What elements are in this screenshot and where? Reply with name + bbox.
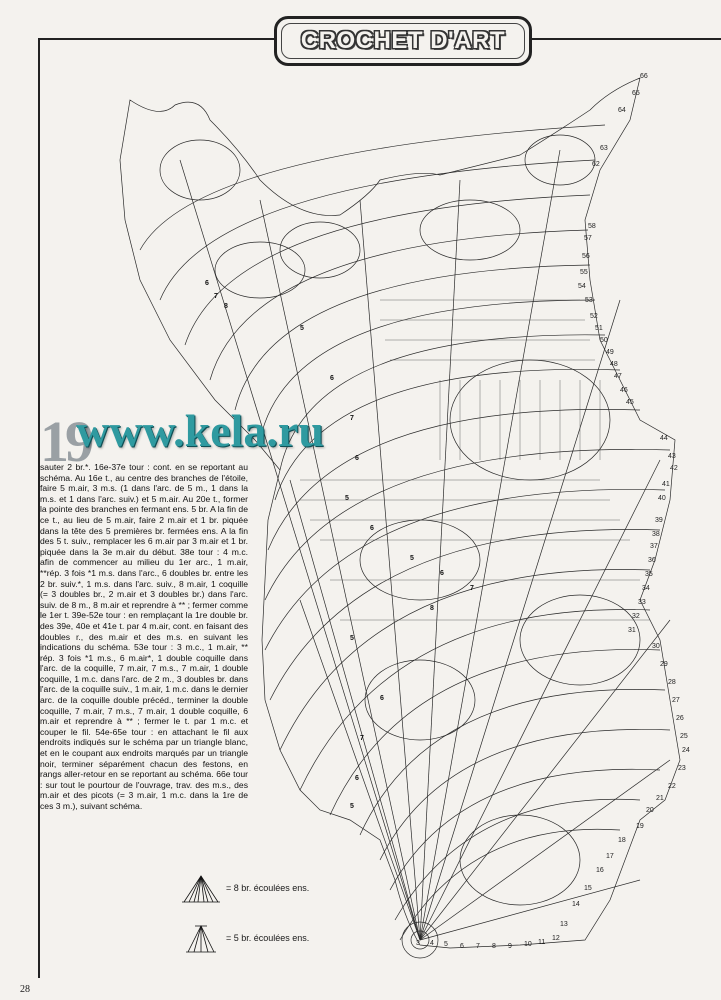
- round-number-labels: [416, 73, 690, 950]
- round-number: 54: [578, 283, 586, 290]
- figure-number: 19: [40, 409, 90, 474]
- inner-round-number: 6: [355, 455, 359, 462]
- round-number: 22: [668, 783, 676, 790]
- fan-8-icon: [180, 872, 222, 904]
- inner-round-number: 6: [355, 775, 359, 782]
- round-number: 7: [476, 943, 480, 950]
- round-number: 46: [620, 387, 628, 394]
- round-number: 8: [492, 943, 496, 950]
- round-number: 57: [584, 235, 592, 242]
- round-number: 20: [646, 807, 654, 814]
- round-number: 35: [645, 571, 653, 578]
- round-number: 33: [638, 599, 646, 606]
- magazine-title: CROCHET D'ART: [300, 27, 506, 54]
- round-number: 6: [460, 943, 464, 950]
- inner-round-number: 6: [380, 695, 384, 702]
- round-number: 9: [508, 943, 512, 950]
- round-number: 27: [672, 697, 680, 704]
- round-number: 19: [636, 823, 644, 830]
- inner-round-number: 5: [410, 555, 414, 562]
- round-number: 21: [656, 795, 664, 802]
- inner-round-number: 8: [224, 303, 228, 310]
- inner-round-number: 8: [430, 605, 434, 612]
- round-number: 26: [676, 715, 684, 722]
- round-number: 31: [628, 627, 636, 634]
- round-number: 16: [596, 867, 604, 874]
- round-number: 66: [640, 73, 648, 80]
- round-number: 43: [668, 453, 676, 460]
- round-number: 56: [582, 253, 590, 260]
- inner-round-number: 7: [360, 735, 364, 742]
- round-number: 10: [524, 941, 532, 948]
- watermark-url: www.kela.ru: [76, 405, 324, 456]
- round-number: 58: [588, 223, 596, 230]
- page-number: 28: [20, 984, 30, 995]
- round-number: 38: [652, 531, 660, 538]
- round-number: 34: [642, 585, 650, 592]
- round-number: 42: [670, 465, 678, 472]
- round-number: 13: [560, 921, 568, 928]
- round-number: 49: [606, 349, 614, 356]
- legend-item-5: [180, 922, 309, 954]
- round-number: 64: [618, 107, 626, 114]
- round-number: 51: [595, 325, 603, 332]
- round-number: 25: [680, 733, 688, 740]
- inner-round-number: 5: [300, 325, 304, 332]
- legend-label-5: = 5 br. écoulées ens.: [226, 933, 310, 943]
- round-number: 41: [662, 481, 670, 488]
- round-number: 28: [668, 679, 676, 686]
- round-number: 39: [655, 517, 663, 524]
- inner-round-number: 5: [350, 803, 354, 810]
- inner-round-number: 5: [350, 635, 354, 642]
- round-number: 17: [606, 853, 614, 860]
- round-number: 4: [430, 940, 434, 947]
- inner-round-number: 6: [440, 570, 444, 577]
- round-number: 32: [632, 613, 640, 620]
- round-number: 29: [660, 661, 668, 668]
- round-number: 45: [626, 399, 634, 406]
- round-number: 50: [600, 337, 608, 344]
- legend-label-8: = 8 br. écoulées ens.: [226, 883, 310, 893]
- inner-round-number: 7: [214, 293, 218, 300]
- round-number: 15: [584, 885, 592, 892]
- inner-round-number: 6: [330, 375, 334, 382]
- round-number: 36: [648, 557, 656, 564]
- round-number: 23: [678, 765, 686, 772]
- round-number: 37: [650, 543, 658, 550]
- round-number: 55: [580, 269, 588, 276]
- round-number: 14: [572, 901, 580, 908]
- round-number: 11: [538, 939, 546, 946]
- inner-round-number: 6: [205, 280, 209, 287]
- inner-round-number: 5: [345, 495, 349, 502]
- round-number: 18: [618, 837, 626, 844]
- pattern-instructions: [40, 462, 248, 857]
- round-number: 3: [416, 940, 420, 947]
- inner-round-number: 7: [350, 415, 354, 422]
- round-number: 52: [590, 313, 598, 320]
- inner-round-number: 6: [370, 525, 374, 532]
- round-number: 62: [592, 161, 600, 168]
- round-number: 65: [632, 90, 640, 97]
- round-number: 12: [552, 935, 560, 942]
- round-number: 40: [658, 495, 666, 502]
- round-number: 53: [585, 297, 593, 304]
- round-number: 30: [652, 643, 660, 650]
- round-number: 47: [614, 373, 622, 380]
- round-number: 24: [682, 747, 690, 754]
- round-number: 44: [660, 435, 668, 442]
- inner-round-number: 7: [470, 585, 474, 592]
- instructions-text: sauter 2 br.*. 16e-37e tour : cont. en se reportant au schéma. Au 16e t., au centre des branches de l'étoile, faire 5 m.air, 3 m.s. (1 dans l'arc. de 5 m., 1 dans la m.s. et 1 dans l'arc. suiv.) et 5 m.air. Au 20e t., former la pointe des branches en fermant ens. 5 br. A la fin de ce t., au lieu de 5 m.air, faire 2 m.air et 1 br. piquée dans la tête des 5 premières br. fermées ens. A la fin des 5 t. suiv., remplacer les 6 m.air par 3 m.air et 1 br. piquée dans la 3e m.air du début. 38e tour : 4 m.c. afin de commencer au milieu du 1er arc., 1 m.air, **rép. 3 fois *1 m.s. dans l'arc., 6 doubles br. entre les 2 br. suiv.*, 1 m.s. dans l'arc. suiv., 8 m.air, 1 coquille (= 3 doubles br., 2 m.air et 3 doubles br.) dans l'arc. suiv. de 8 m., 8 m.air et reprendre à ** ; fermer comme le 1er t. 39e-52e tour : en remplaçant la 1re double br. des 39e, 40e et 41e t. par 4 m.air, cont. en faisant des doubles r., des m.air et des m.s. en suivant les indications du schéma. 53e tour : 3 m.c., 1 m.air, ** rép. 3 fois *1 m.s., 6 m.air*, 1 double coquille dans l'arc. de la coquille, 7 m.air, 7 m.s., 7 m.air, 1 double coquille, 1 m.c. dans l'arc. de 2 m., 3 doubles br. dans l'arc. de la coquille suiv., 1 m.air, 1 m.c. dans le dernier arc. de la coquille double précéd., terminer la double coquille, 7 m.air, 7 m.s., 7 m.air, 1 double coquille, 6 m.air et reprendre à ** ; fermer le t. par 1 m.c. et couper le fil. 54e-65e tour : en attachant le fil aux endroits indiqués sur le schéma par un triangle blanc, et en le coupant aux endroits marqués par un triangle noir, terminer séparément chacun des festons, en rangs aller-retour en se reportant au schéma. 66e tour : sur tout le pourtour de l'ouvrage, trav. des m.s., des m.air et des picots (= 3 m.air, 1 m.c. dans la 1re de ces 3 m.), suivant schéma.: [40, 462, 248, 811]
- legend-item-8: [180, 872, 309, 904]
- round-number: 48: [610, 361, 618, 368]
- fan-5-icon: [180, 922, 222, 954]
- round-number: 5: [444, 941, 448, 948]
- round-number: 63: [600, 145, 608, 152]
